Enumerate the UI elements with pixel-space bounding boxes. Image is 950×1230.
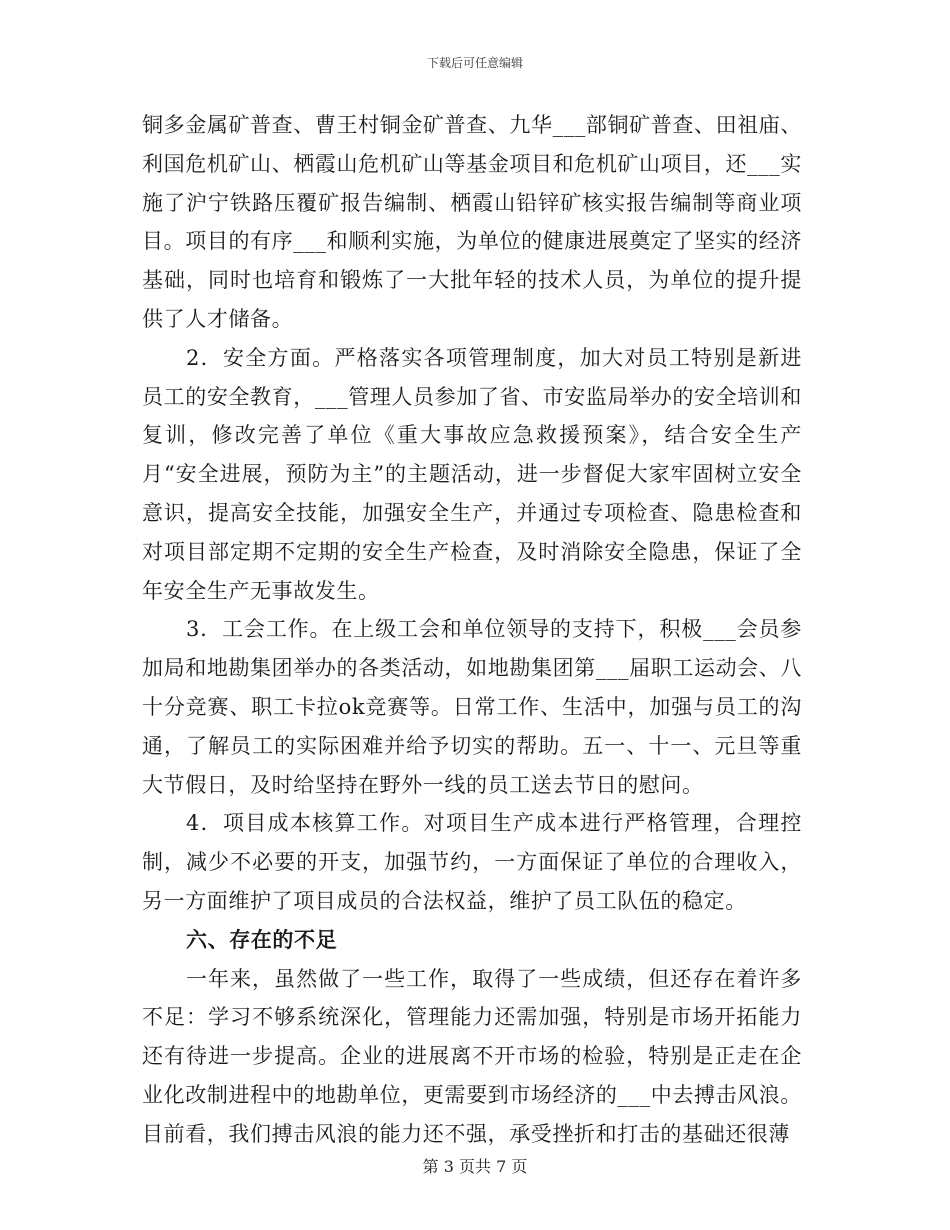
paragraph-union-work: 3．工会工作。在上级工会和单位领导的支持下，积极___会员参加局和地勘集团举办的各类活动，如地勘集团第___届职工运动会、八十分竞赛、职工卡拉ok竞赛等。日常工作、生活中，加强与员工的沟通，了解员工的实际困难并给予切实的帮助。五一、十一、元旦等重大节假日，及时给坚持在野外一线的员工送去节日的慰问。 [142, 617, 802, 797]
page-header: 下载后可任意编辑 [426, 56, 523, 70]
paragraph-safety: 2．安全方面。严格落实各项管理制度，加大对员工特别是新进员工的安全教育，___管理人员参加了省、市安监局举办的安全培训和复训，修改完善了单位《重大事故应急救援预案》，结合安全生产月“安全进展，预防为主”的主题活动，进一步督促大家牢固树立安全意识，提高安全技能，加强安全生产，并通过专项检查、隐患检查和对项目部定期不定期的安全生产检查，及时消除安全隐患，保证了全年安全生产无事故发生。 [142, 345, 802, 603]
paragraph-projects: 铜多金属矿普查、曹王村铜金矿普查、九华___部铜矿普查、田祖庙、利国危机矿山、栖霞山危机矿山等基金项目和危机矿山项目，还___实施了沪宁铁路压覆矿报告编制、栖霞山铅锌矿核实报告编制等商业项目。项目的有序___和顺利实施，为单位的健康进展奠定了坚实的经济基础，同时也培育和锻炼了一大批年轻的技术人员，为单位的提升提供了人才储备。 [142, 113, 802, 331]
paragraph-shortcomings: 一年来，虽然做了一些工作，取得了一些成绩，但还存在着许多不足：学习不够系统深化，管理能力还需加强，特别是市场开拓能力还有待进一步提高。企业的进展离不开市场的检验，特别是正走在企业化改制进程中的地勘单位，更需要到市场经济的___中去搏击风浪。目前看，我们搏击风浪的能力还不强，承受挫折和打击的基础还很薄 [142, 966, 802, 1146]
section-heading-shortcomings: 六、存在的不足 [186, 926, 338, 952]
document-body [142, 106, 802, 1154]
paragraph-cost-accounting: 4．项目成本核算工作。对项目生产成本进行严格管理，合理控制，减少不必要的开支，加强节约，一方面保证了单位的合理收入，另一方面维护了项目成员的合法权益，维护了员工队伍的稳定。 [142, 811, 802, 913]
page-number: 第 3 页共 7 页 [422, 1157, 528, 1176]
